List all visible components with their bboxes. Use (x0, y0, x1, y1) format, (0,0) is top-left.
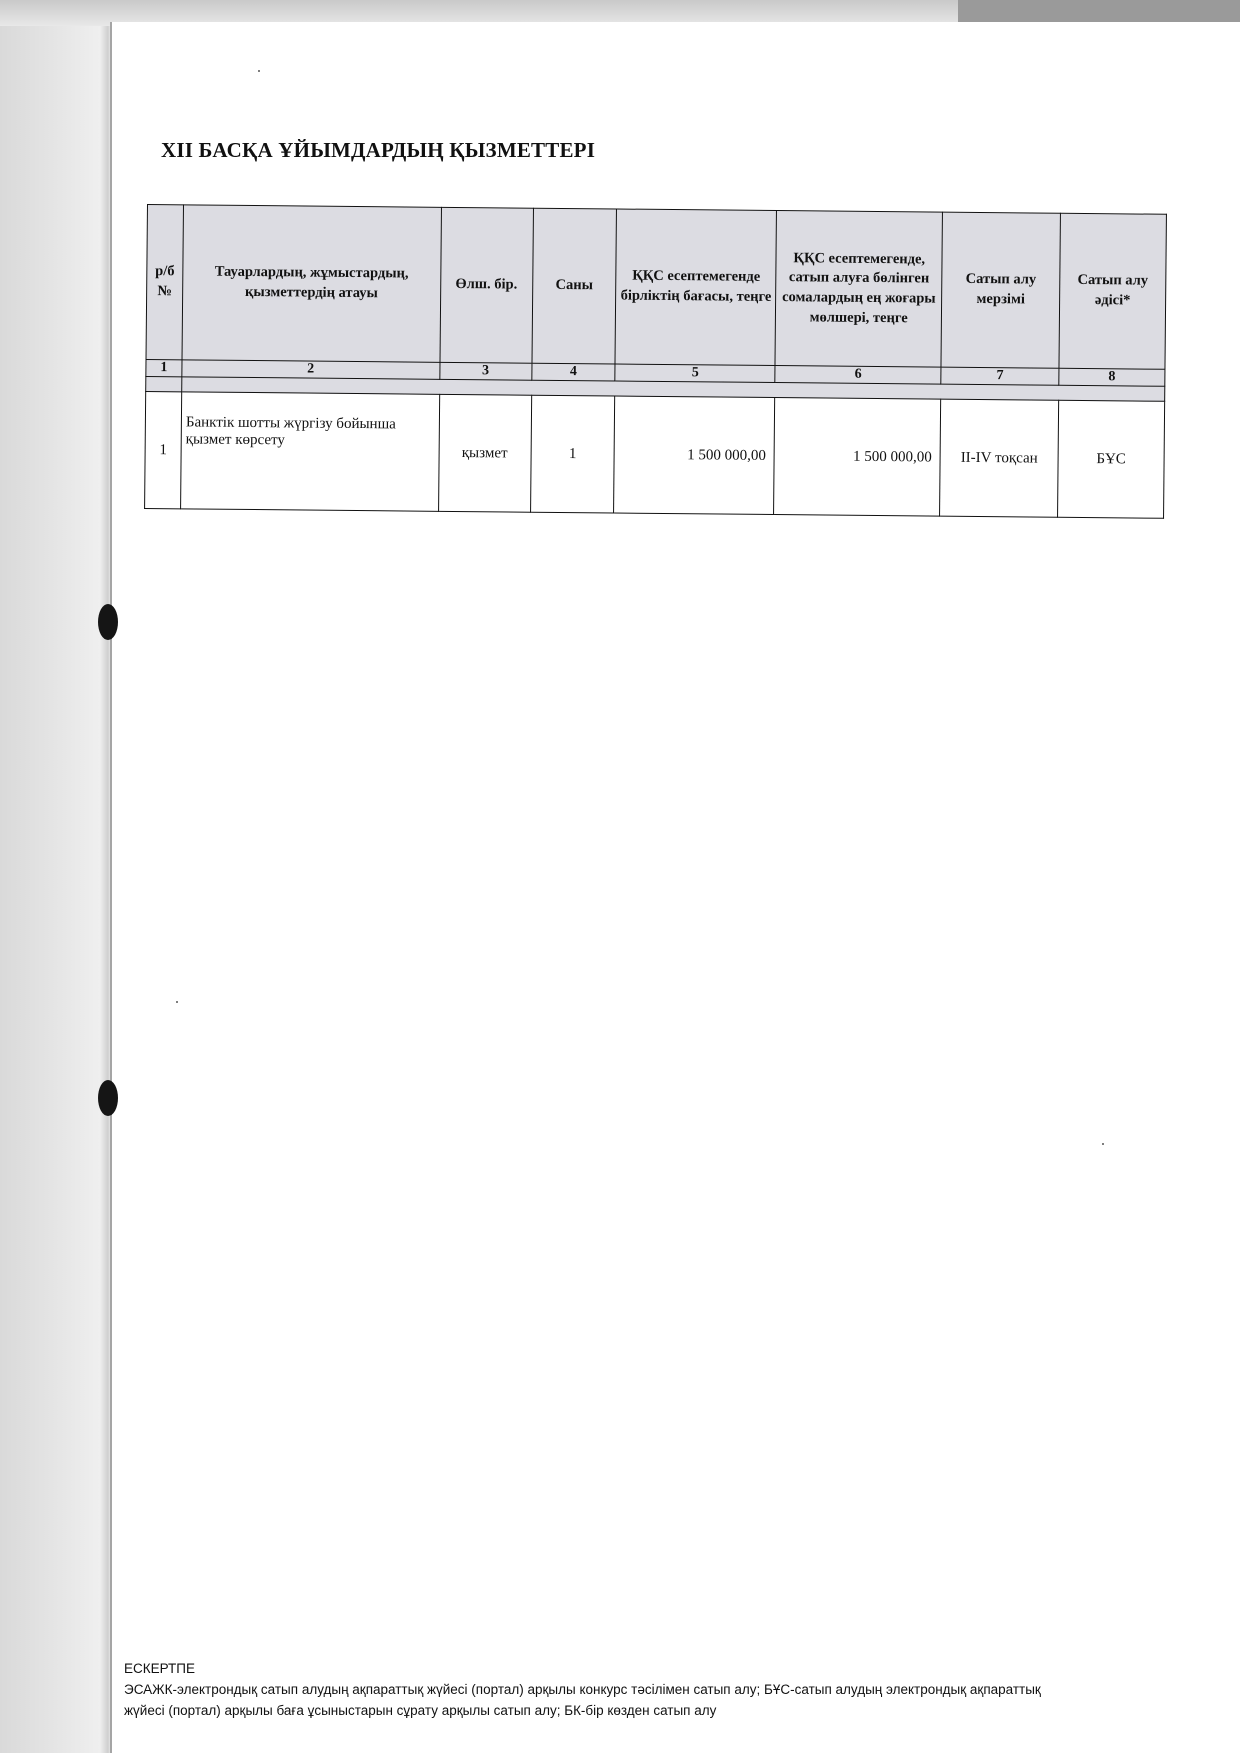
header-cell: Өлш. бір. (440, 207, 533, 363)
table-row (145, 391, 1165, 518)
scan-speck (176, 1001, 178, 1003)
blank-cell (146, 376, 182, 391)
column-number: 5 (615, 364, 775, 383)
item-max-amount: 1 500 000,00 (774, 398, 941, 517)
header-cell: Сатып алу әдісі* (1059, 213, 1166, 369)
footnote-line: жүйесі (портал) арқылы баға ұсыныстарын сұрату арқылы сатып алу; БК-бір көзден сатып алу (124, 1703, 717, 1718)
procurement-table (144, 204, 1167, 519)
item-quantity: 1 (530, 395, 615, 513)
column-number: 2 (182, 360, 440, 379)
item-unit-price: 1 500 000,00 (614, 396, 775, 515)
row-number: 1 (145, 391, 182, 508)
punch-hole-bottom (98, 1080, 118, 1116)
footnote-heading: ЕСКЕРТПЕ (124, 1661, 195, 1676)
header-cell: ҚҚС есептемегенде бірліктің бағасы, теңге (615, 209, 776, 366)
column-number: 8 (1059, 368, 1165, 386)
header-cell: ҚҚС есептемегенде, сатып алуға бөлінген сомалардың ең жоғары мөлшері, теңге (775, 211, 942, 368)
column-number: 1 (146, 359, 182, 376)
table-header-row (146, 205, 1166, 370)
column-number: 3 (439, 362, 531, 380)
item-method: БҰС (1058, 400, 1165, 518)
section-title: ХІІ БАСҚА ҰЙЫМДАРДЫҢ ҚЫЗМЕТТЕРІ (161, 138, 596, 162)
scan-speck (258, 70, 260, 72)
footnote-line: ЭСАЖК-электрондық сатып алудың ақпараттық жүйесі (портал) арқылы конкурс тәсілімен сатып алу; БҰС-сатып алудың электрондық ақпараттық (124, 1682, 1041, 1697)
item-period: II-IV тоқсан (940, 399, 1059, 517)
header-cell: Саны (532, 208, 617, 364)
item-unit: қызмет (438, 394, 531, 512)
column-number: 7 (941, 367, 1059, 385)
header-cell: Тауарлардың, жұмыстардың, қызметтердің атауы (182, 205, 441, 362)
punch-hole-top (98, 604, 118, 640)
header-cell: р/б № (146, 205, 183, 360)
footnote (124, 1658, 1144, 1721)
scan-speck (1102, 1143, 1104, 1145)
header-cell: Сатып алу мерзімі (941, 212, 1060, 368)
scan-edge-shadow (0, 0, 112, 1753)
column-number: 4 (531, 363, 615, 381)
column-number: 6 (775, 366, 941, 385)
item-name: Банктік шотты жүргізу бойынша қызмет көрсету (181, 392, 440, 511)
